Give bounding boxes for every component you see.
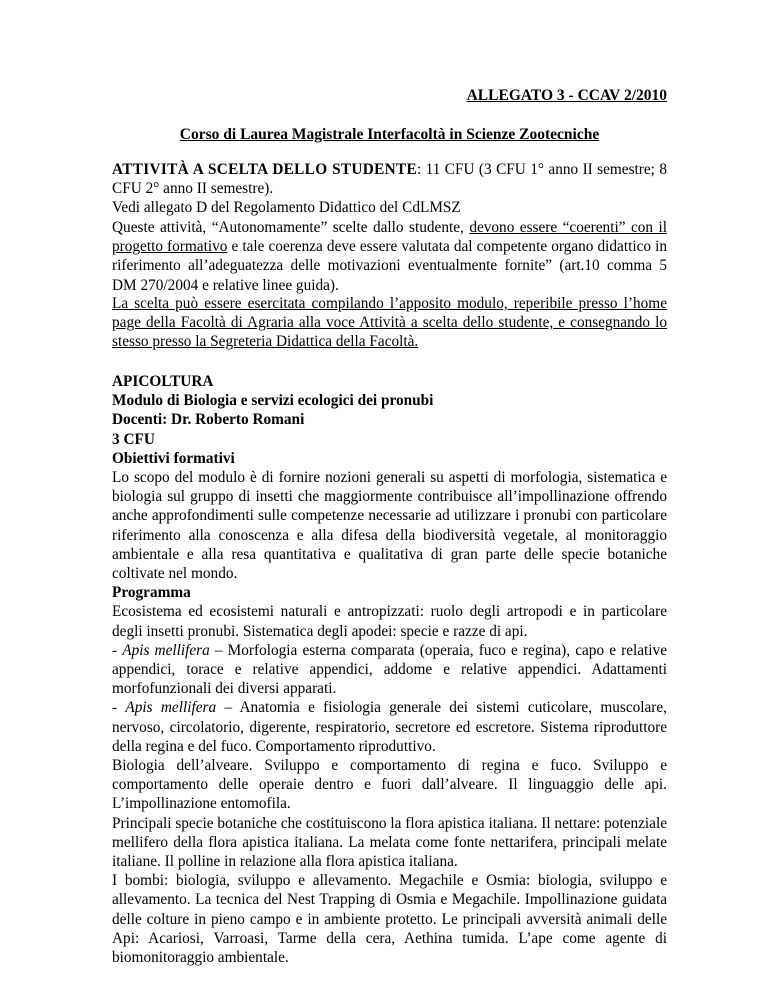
obiettivi-heading: Obiettivi formativi [112,449,235,467]
apicoltura-section [112,372,667,967]
programma-p3-prefix: - [112,699,126,717]
scelta-block [112,294,667,352]
queste-paragraph [112,218,667,295]
programma-heading: Programma [112,584,191,602]
intro-block [112,160,667,218]
intro-vedi: Vedi allegato D del Regolamento Didattico del CdLMSZ [112,199,461,217]
programma-p2-text: – Morfologia esterna comparata (operaia, fuco e regina), capo e relative appendici, torace e relative appendici, addome e relative appendici. Adattamenti morfofunzionali dei diversi apparati. [112,641,667,698]
queste-block [112,218,667,295]
programma-p2-prefix: - [112,641,123,659]
programma-paragraph-2 [112,641,667,699]
intro-label: ATTIVITÀ A SCELTA DELLO STUDENTE [112,161,417,178]
programma-paragraph-1: Ecosistema ed ecosistemi naturali e antropizzati: ruolo degli artropodi e in particolare degli insetti pronubi. Sistematica degli apodei: specie e razze di api. [112,603,667,640]
queste-part2: e tale coerenza deve essere valutata dal competente organo didattico in riferimento all’adeguatezza delle motivazioni eventualmente fornite” (art.10 comma 5 DM 270/2004 e relative linee guida). [112,238,668,294]
programma-paragraph-5: Principali specie botaniche che costituiscono la flora apistica italiana. Il nettare: potenziale mellifero della flora apistica italiana. La melata come fonte nettarifera, principali melate italiane. Il polline in relazione alla flora apistica italiana. [112,814,667,871]
apicoltura-title: APICOLTURA [112,373,214,390]
programma-paragraph-6: I bombi: biologia, sviluppo e allevamento. Megachile e Osmia: biologia, sviluppo e allevamento. La tecnica del Nest Trapping di Osmia e Megachile. Impollinazione guidata delle colture in pieno campo e in ambiente protetto. Le principali avversità animali delle Api: Acariosi, Varroasi, Tarme della cera, Aethina tumida. L’ape come agente di biomonitoraggio ambientale. [112,872,667,967]
modulo-title: Modulo di Biologia e servizi ecologici dei pronubi [112,392,434,410]
programma-p3-species: Apis mellifera [125,699,217,717]
intro-paragraph [112,160,667,198]
allegato-heading: ALLEGATO 3 - CCAV 2/2010 [466,87,667,104]
programma-p2-species: Apis mellifera [122,641,210,659]
intro-text: : 11 CFU (3 CFU 1° anno II semestre; 8 CFU 2° anno II semestre). [112,161,667,198]
queste-underlined: devono essere “coerenti” con il progetto formativo [112,219,667,256]
programma-paragraph-4: Biologia dell’alveare. Sviluppo e comportamento di regina e fuco. Sviluppo e comportamento delle operaie dentro e fuori dall’alveare. Il linguaggio delle api. L’impollinazione entomofila. [112,757,667,813]
programma-p3-text: – Anatomia e fisiologia generale dei sistemi cuticolare, muscolare, nervoso, circolatorio, digerente, respiratorio, secretore ed escretore. Sistema riproduttore della regina e del fuco. Comportamento riproduttivo. [112,699,668,755]
corso-heading: Corso di Laurea Magistrale Interfacoltà in Scienze Zootecniche [179,126,600,143]
docenti-line: Docenti: Dr. Roberto Romani [112,411,305,429]
programma-paragraph-3 [112,698,667,756]
obiettivi-text: Lo scopo del modulo è di fornire nozioni generali su aspetti di morfologia, sistematica e biologia sul gruppo di insetti che maggiormente contribuisce all’impollinazione offrendo anche approfondimenti sulle competenze necessarie ad utilizzare i pronubi con particolare riferimento alla conoscenza e alla difesa della biodiversità vegetale, al monitoraggio ambientale e alla resa quantitativa e qualitativa di gran parte delle specie botaniche coltivate nel mondo. [112,469,667,583]
queste-part1: Queste attività, “Autonomamente” scelte dallo studente, [112,219,470,236]
cfu-line: 3 CFU [112,430,155,448]
scelta-paragraph: La scelta può essere esercitata compilando l’apposito modulo, reperibile presso l’home page della Facoltà di Agraria alla voce Attività a scelta dello studente, e consegnando lo stesso presso la Segreteria Didattica della Facoltà. [112,295,667,351]
